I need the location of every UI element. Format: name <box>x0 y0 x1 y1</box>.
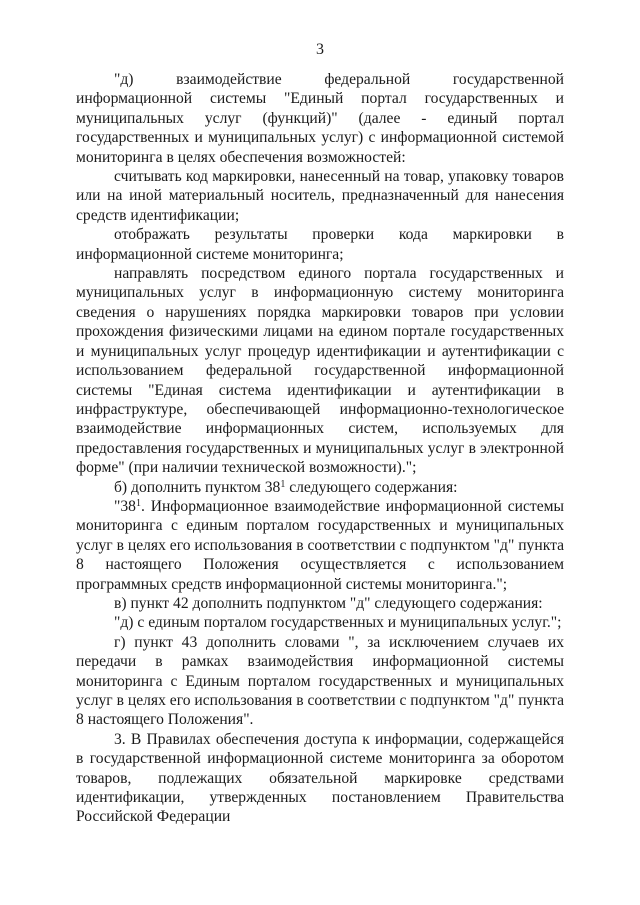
paragraph-send-violations: направлять посредством единого портала государственных и муниципальных услуг в информационную систему мониторинга сведения о нарушениях порядка маркировки товаров при условии прохождения физическими лицами на едином портале государственных и муниципальных услуг процедур идентификации и аутентификации с использованием федеральной государственной информационной системы "Единая система идентификации и аутентификации в инфраструктуре, обеспечивающей информационно-технологическое взаимодействие информационных систем, используемых для предоставления государственных и муниципальных услуг в электронной форме" (при наличии технической возможности)."; <box>76 265 564 477</box>
text-fragment: "38 <box>114 497 136 515</box>
paragraph-read-marking-code: считывать код маркировки, нанесенный на товар, упаковку товаров или на иной материальный носитель, предназначенный для нанесения средств идентификации; <box>76 168 564 224</box>
text-fragment: б) дополнить пунктом 38 <box>114 478 281 496</box>
paragraph-display-check-results: отображать результаты проверки кода маркировки в информационной системе мониторинга; <box>76 226 564 263</box>
paragraph-g-item-43: г) пункт 43 дополнить словами ", за исключением случаев их передачи в рамках взаимодействия информационной системы мониторинга с Единым порталом государственных и муниципальных услуг в целях его использования в соответствии с подпунктом "д" пункта 8 настоящего Положения". <box>76 633 564 729</box>
document-body <box>76 70 564 827</box>
text-fragment: . Информационное взаимодействие информационной системы мониторинга с единым порталом государственных и муниципальных услуг в целях его использования в соответствии с подпунктом "д" пункта 8 настоящего Положения осуществляется с использованием программных средств информационной системы мониторинга."; <box>76 497 564 593</box>
paragraph-d-single-portal: "д) с единым порталом государственных и муниципальных услуг."; <box>114 614 562 632</box>
paragraph-b-add-38-1 <box>76 478 564 497</box>
paragraph-3-rules-access: 3. В Правилах обеспечения доступа к информации, содержащейся в государственной информационной системе мониторинга за оборотом товаров, подлежащих обязательной маркировке средствами идентификации, утвержденных постановлением Правительства Российской Федерации <box>76 730 564 826</box>
text-fragment: следующего содержания: <box>285 478 458 496</box>
paragraph-d-interaction: "д) взаимодействие федеральной государственной информационной системы "Единый портал государственных и муниципальных услуг (функций)" (далее - единый портал государственных и муниципальных услуг) с информационной системой мониторинга в целях обеспечения возможностей: <box>76 71 564 166</box>
superscript: 1 <box>135 497 141 509</box>
page-number: 3 <box>316 41 324 58</box>
paragraph-38-1-text <box>76 497 564 594</box>
superscript: 1 <box>280 478 286 490</box>
paragraph-v-item-42: в) пункт 42 дополнить подпунктом "д" следующего содержания: <box>114 594 543 612</box>
